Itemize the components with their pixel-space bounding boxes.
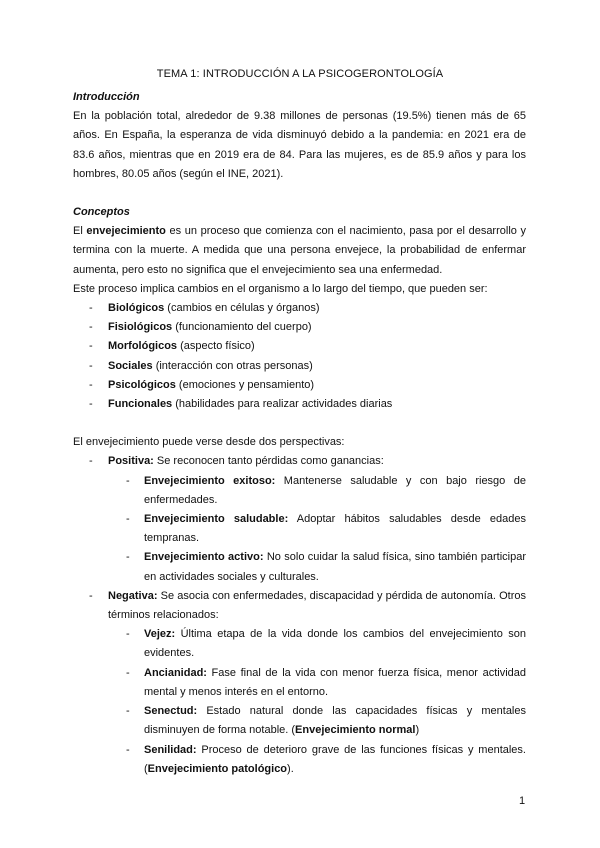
item-term: Psicológicos: [108, 378, 176, 391]
item-term: Ancianidad:: [144, 666, 207, 679]
list-item: [73, 741, 526, 779]
list-item: [73, 548, 526, 586]
intro-heading: Introducción: [73, 91, 140, 103]
list-item: [73, 664, 526, 702]
perspectivas-list: [73, 452, 526, 471]
document-body: [73, 88, 526, 779]
item-desc: (emociones y pensamiento): [175, 378, 315, 391]
item-term: Envejecimiento saludable:: [144, 513, 289, 526]
item-term: Negativa:: [108, 589, 158, 602]
perspectiva-positiva: [73, 452, 526, 471]
negativa-sublist: [73, 625, 526, 779]
item-desc: Adoptar hábitos saludables desde edades tempranas.: [144, 513, 527, 545]
text-span: es un proceso que comienza con el nacimiento, pasa por el desarrollo y termina con la muerte. A medida que una persona envejece, la probabilidad de enfermar aumenta, pero esto no significa que el envejecimiento sea una enfermedad.: [73, 225, 526, 276]
item-desc: Última etapa de la vida donde los cambios del envejecimiento son evidentes.: [144, 628, 526, 660]
item-desc: Fase final de la vida con menor fuerza física, menor actividad mental y menos interés en el entorno.: [144, 666, 526, 698]
item-term: Biológicos: [108, 302, 165, 315]
list-item: [73, 299, 526, 318]
conceptos-heading: Conceptos: [73, 206, 130, 219]
item-desc: (cambios en células y órganos): [164, 302, 320, 315]
document-title: TEMA 1: INTRODUCCIÓN A LA PSICOGERONTOLOGÍA: [156, 68, 444, 80]
list-item: [73, 472, 526, 510]
item-bold-note: Envejecimiento normal: [295, 724, 416, 737]
item-term: Sociales: [108, 359, 153, 372]
item-desc: No solo cuidar la salud física, sino también participar en actividades sociales y culturales.: [144, 551, 526, 583]
item-desc: Proceso de deterioro grave de las funciones físicas y mentales. (: [144, 743, 526, 775]
item-term: Senectud:: [144, 705, 198, 718]
item-desc: (habilidades para realizar actividades diarias: [172, 398, 393, 411]
item-term: Envejecimiento activo:: [144, 551, 264, 564]
list-item: [73, 395, 526, 414]
item-term: Funcionales: [108, 398, 173, 411]
perspectivas-intro: El envejecimiento puede verse desde dos perspectivas:: [73, 436, 345, 449]
cambios-intro: Este proceso implica cambios en el organismo a lo largo del tiempo, que pueden ser:: [73, 282, 488, 295]
text-span: El: [73, 225, 87, 238]
perspectiva-negativa: [73, 587, 526, 625]
item-desc: Se asocia con enfermedades, discapacidad y pérdida de autonomía. Otros términos relacionados:: [108, 589, 526, 622]
item-desc: Mantenerse saludable y con bajo riesgo de enfermedades.: [144, 474, 526, 506]
list-item: [73, 376, 526, 395]
list-item: [73, 318, 526, 337]
bold-term: envejecimiento: [86, 225, 166, 238]
perspectivas-list-negativa: [73, 587, 526, 625]
list-item: [73, 337, 526, 356]
item-desc: (interacción con otras personas): [152, 359, 313, 372]
cambios-list: [73, 299, 526, 414]
list-item: [73, 625, 526, 663]
item-term: Vejez:: [144, 628, 176, 641]
item-term: Senilidad:: [144, 743, 197, 756]
item-term: Positiva:: [108, 455, 154, 468]
item-term: Envejecimiento exitoso:: [144, 474, 276, 487]
list-item: [73, 510, 526, 548]
envejecimiento-definition: [73, 222, 526, 280]
item-desc: Se reconocen tanto pérdidas como ganancias:: [153, 455, 384, 468]
item-desc: Estado natural donde las capacidades físicas y mentales disminuyen de forma notable. (: [144, 705, 526, 737]
item-term: Fisiológicos: [108, 321, 173, 334]
page-number: 1: [519, 795, 526, 807]
intro-paragraph: En la población total, alrededor de 9.38 millones de personas (19.5%) tienen más de 65 años. En España, la esperanza de vida disminuyó debido a la pandemia: en 2021 era de 83.6 años, mientras que en 2019 era de 84. Para las mujeres, es de 85.9 años y para los hombres, 80.05 años (según el INE, 2021).: [73, 110, 526, 180]
item-desc: (aspecto físico): [177, 340, 255, 353]
list-item: [73, 357, 526, 376]
item-desc: (funcionamiento del cuerpo): [172, 321, 312, 334]
item-term: Morfológicos: [108, 340, 178, 353]
list-item: [73, 702, 526, 740]
item-tail: ): [415, 724, 420, 737]
positiva-sublist: [73, 472, 526, 587]
item-bold-note: Envejecimiento patológico: [147, 762, 288, 775]
item-tail: ).: [287, 762, 294, 775]
